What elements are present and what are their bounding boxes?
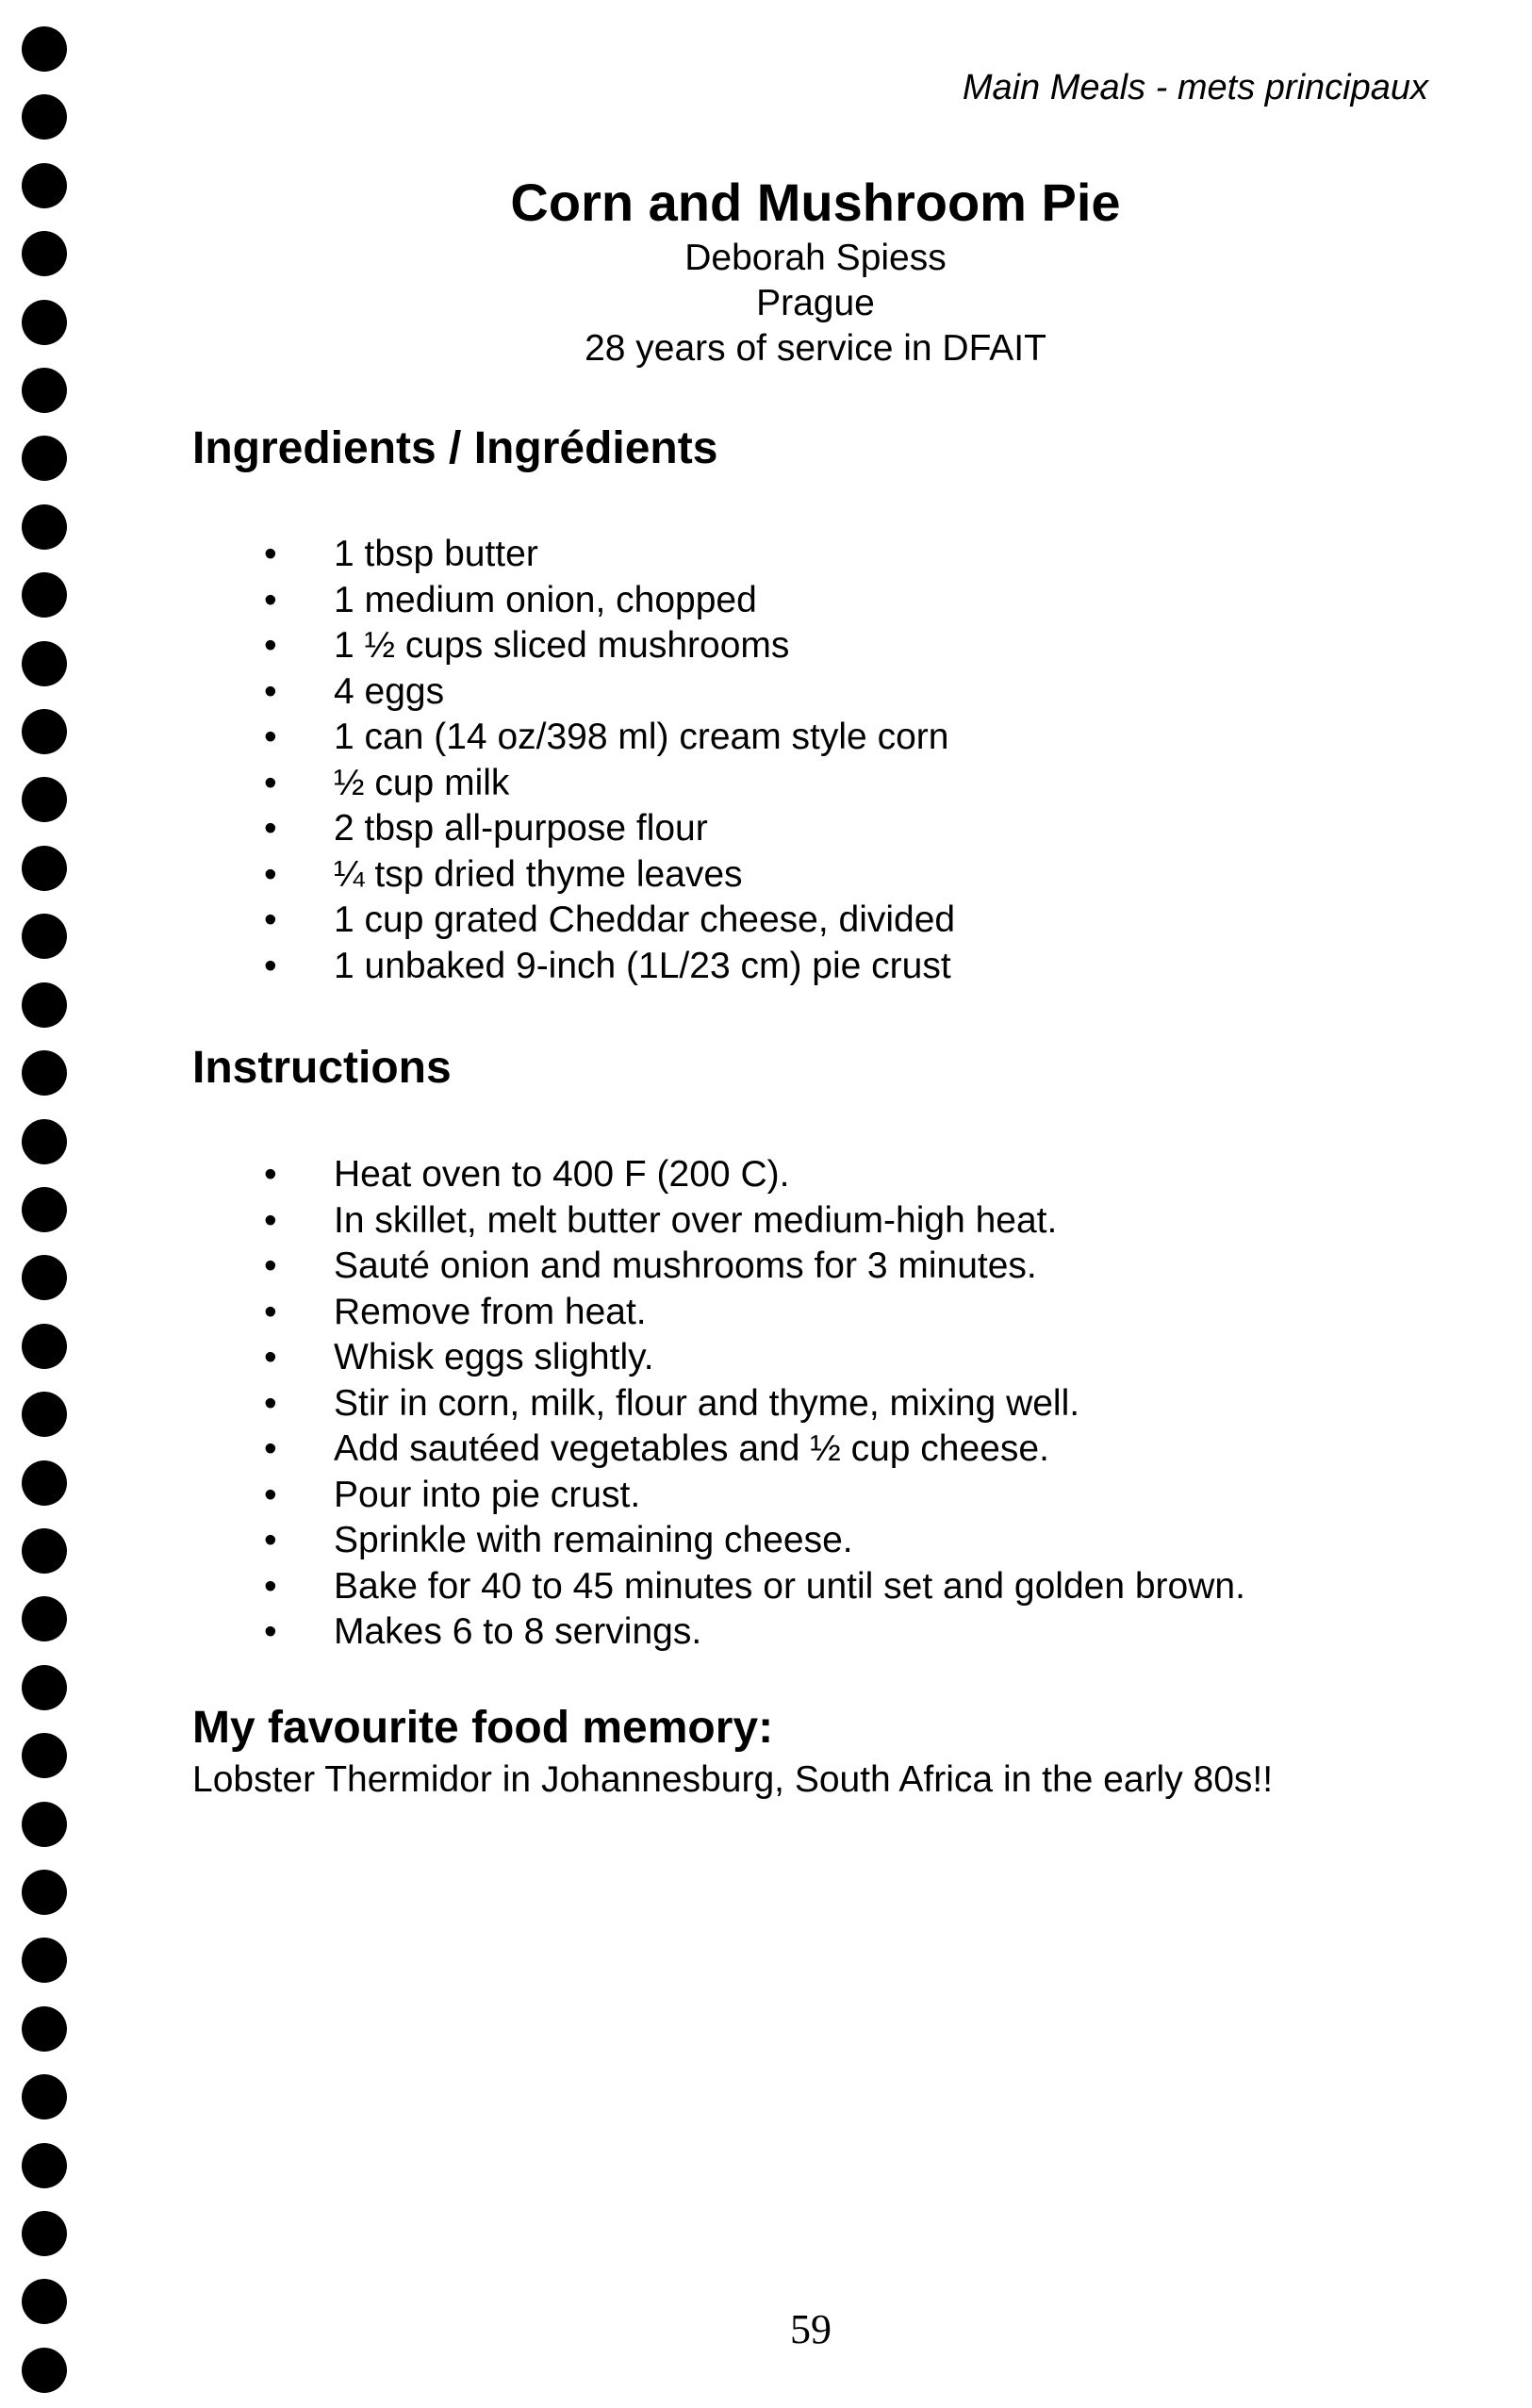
binding-hole [22,1665,67,1710]
ingredient-item: • 1 medium onion, chopped [264,578,955,624]
spiral-binding [21,26,68,2393]
binding-hole [22,163,67,208]
binding-hole [22,1596,67,1641]
ingredient-item: • 1 cup grated Cheddar cheese, divided [264,898,955,944]
binding-hole [22,231,67,276]
ingredient-item: • 1 ½ cups sliced mushrooms [264,623,955,669]
binding-hole [22,504,67,550]
binding-hole [22,436,67,481]
binding-hole [22,846,67,891]
memory-text: Lobster Thermidor in Johannesburg, South Africa in the early 80s!! [192,1759,1274,1800]
binding-hole [22,777,67,822]
binding-hole [22,368,67,413]
recipe-title: Corn and Mushroom Pie [510,173,1121,232]
ingredients-heading: Ingredients / Ingrédients [192,423,718,473]
ingredient-item: • 1 tbsp butter [264,532,955,578]
binding-hole [22,1119,67,1164]
recipe-location: Prague [756,283,875,323]
binding-hole [22,2143,67,2188]
binding-hole [22,2006,67,2052]
ingredient-item: • 1 can (14 oz/398 ml) cream style corn [264,715,955,761]
binding-hole [22,1050,67,1096]
binding-hole [22,1870,67,1915]
recipe-title-block [311,170,1320,371]
binding-hole [22,1324,67,1369]
recipe-author: Deborah Spiess [684,238,947,278]
instruction-step: • Makes 6 to 8 servings. [264,1609,1245,1656]
binding-hole [22,2348,67,2393]
memory-heading: My favourite food memory: [192,1703,774,1753]
instructions-heading: Instructions [192,1043,452,1093]
binding-hole [22,1733,67,1778]
instruction-step: • Sprinkle with remaining cheese. [264,1518,1245,1564]
binding-hole [22,914,67,959]
binding-hole [22,2211,67,2256]
binding-hole [22,982,67,1028]
binding-hole [22,1528,67,1574]
binding-hole [22,1460,67,1506]
binding-hole [22,1938,67,1983]
instructions-list [264,1152,1245,1656]
binding-hole [22,641,67,686]
ingredients-list [264,532,955,989]
instruction-step: • Heat oven to 400 F (200 C). [264,1152,1245,1198]
instruction-step: • Stir in corn, milk, flour and thyme, mixing well. [264,1381,1245,1427]
ingredient-item: • 4 eggs [264,669,955,716]
ingredient-item: • 1 unbaked 9-inch (1L/23 cm) pie crust [264,944,955,990]
instruction-step: • In skillet, melt butter over medium-high heat. [264,1198,1245,1245]
binding-hole [22,1255,67,1300]
chapter-header: Main Meals - mets principaux [962,68,1428,107]
binding-hole [22,1802,67,1847]
binding-hole [22,1187,67,1232]
instruction-step: • Bake for 40 to 45 minutes or until set and golden brown. [264,1564,1245,1610]
instruction-step: • Whisk eggs slightly. [264,1335,1245,1381]
instruction-step: • Pour into pie crust. [264,1473,1245,1519]
binding-hole [22,26,67,72]
binding-hole [22,2074,67,2119]
binding-hole [22,300,67,345]
binding-hole [22,94,67,140]
instruction-step: • Sauté onion and mushrooms for 3 minutes. [264,1244,1245,1290]
page-number: 59 [790,2306,832,2352]
ingredient-item: • ½ cup milk [264,761,955,807]
binding-hole [22,572,67,618]
recipe-service: 28 years of service in DFAIT [585,328,1046,369]
binding-hole [22,709,67,754]
instruction-step: • Add sautéed vegetables and ½ cup cheese. [264,1427,1245,1473]
instruction-step: • Remove from heat. [264,1290,1245,1336]
binding-hole [22,1392,67,1437]
ingredient-item: • 2 tbsp all-purpose flour [264,806,955,852]
ingredient-item: • ¼ tsp dried thyme leaves [264,852,955,899]
